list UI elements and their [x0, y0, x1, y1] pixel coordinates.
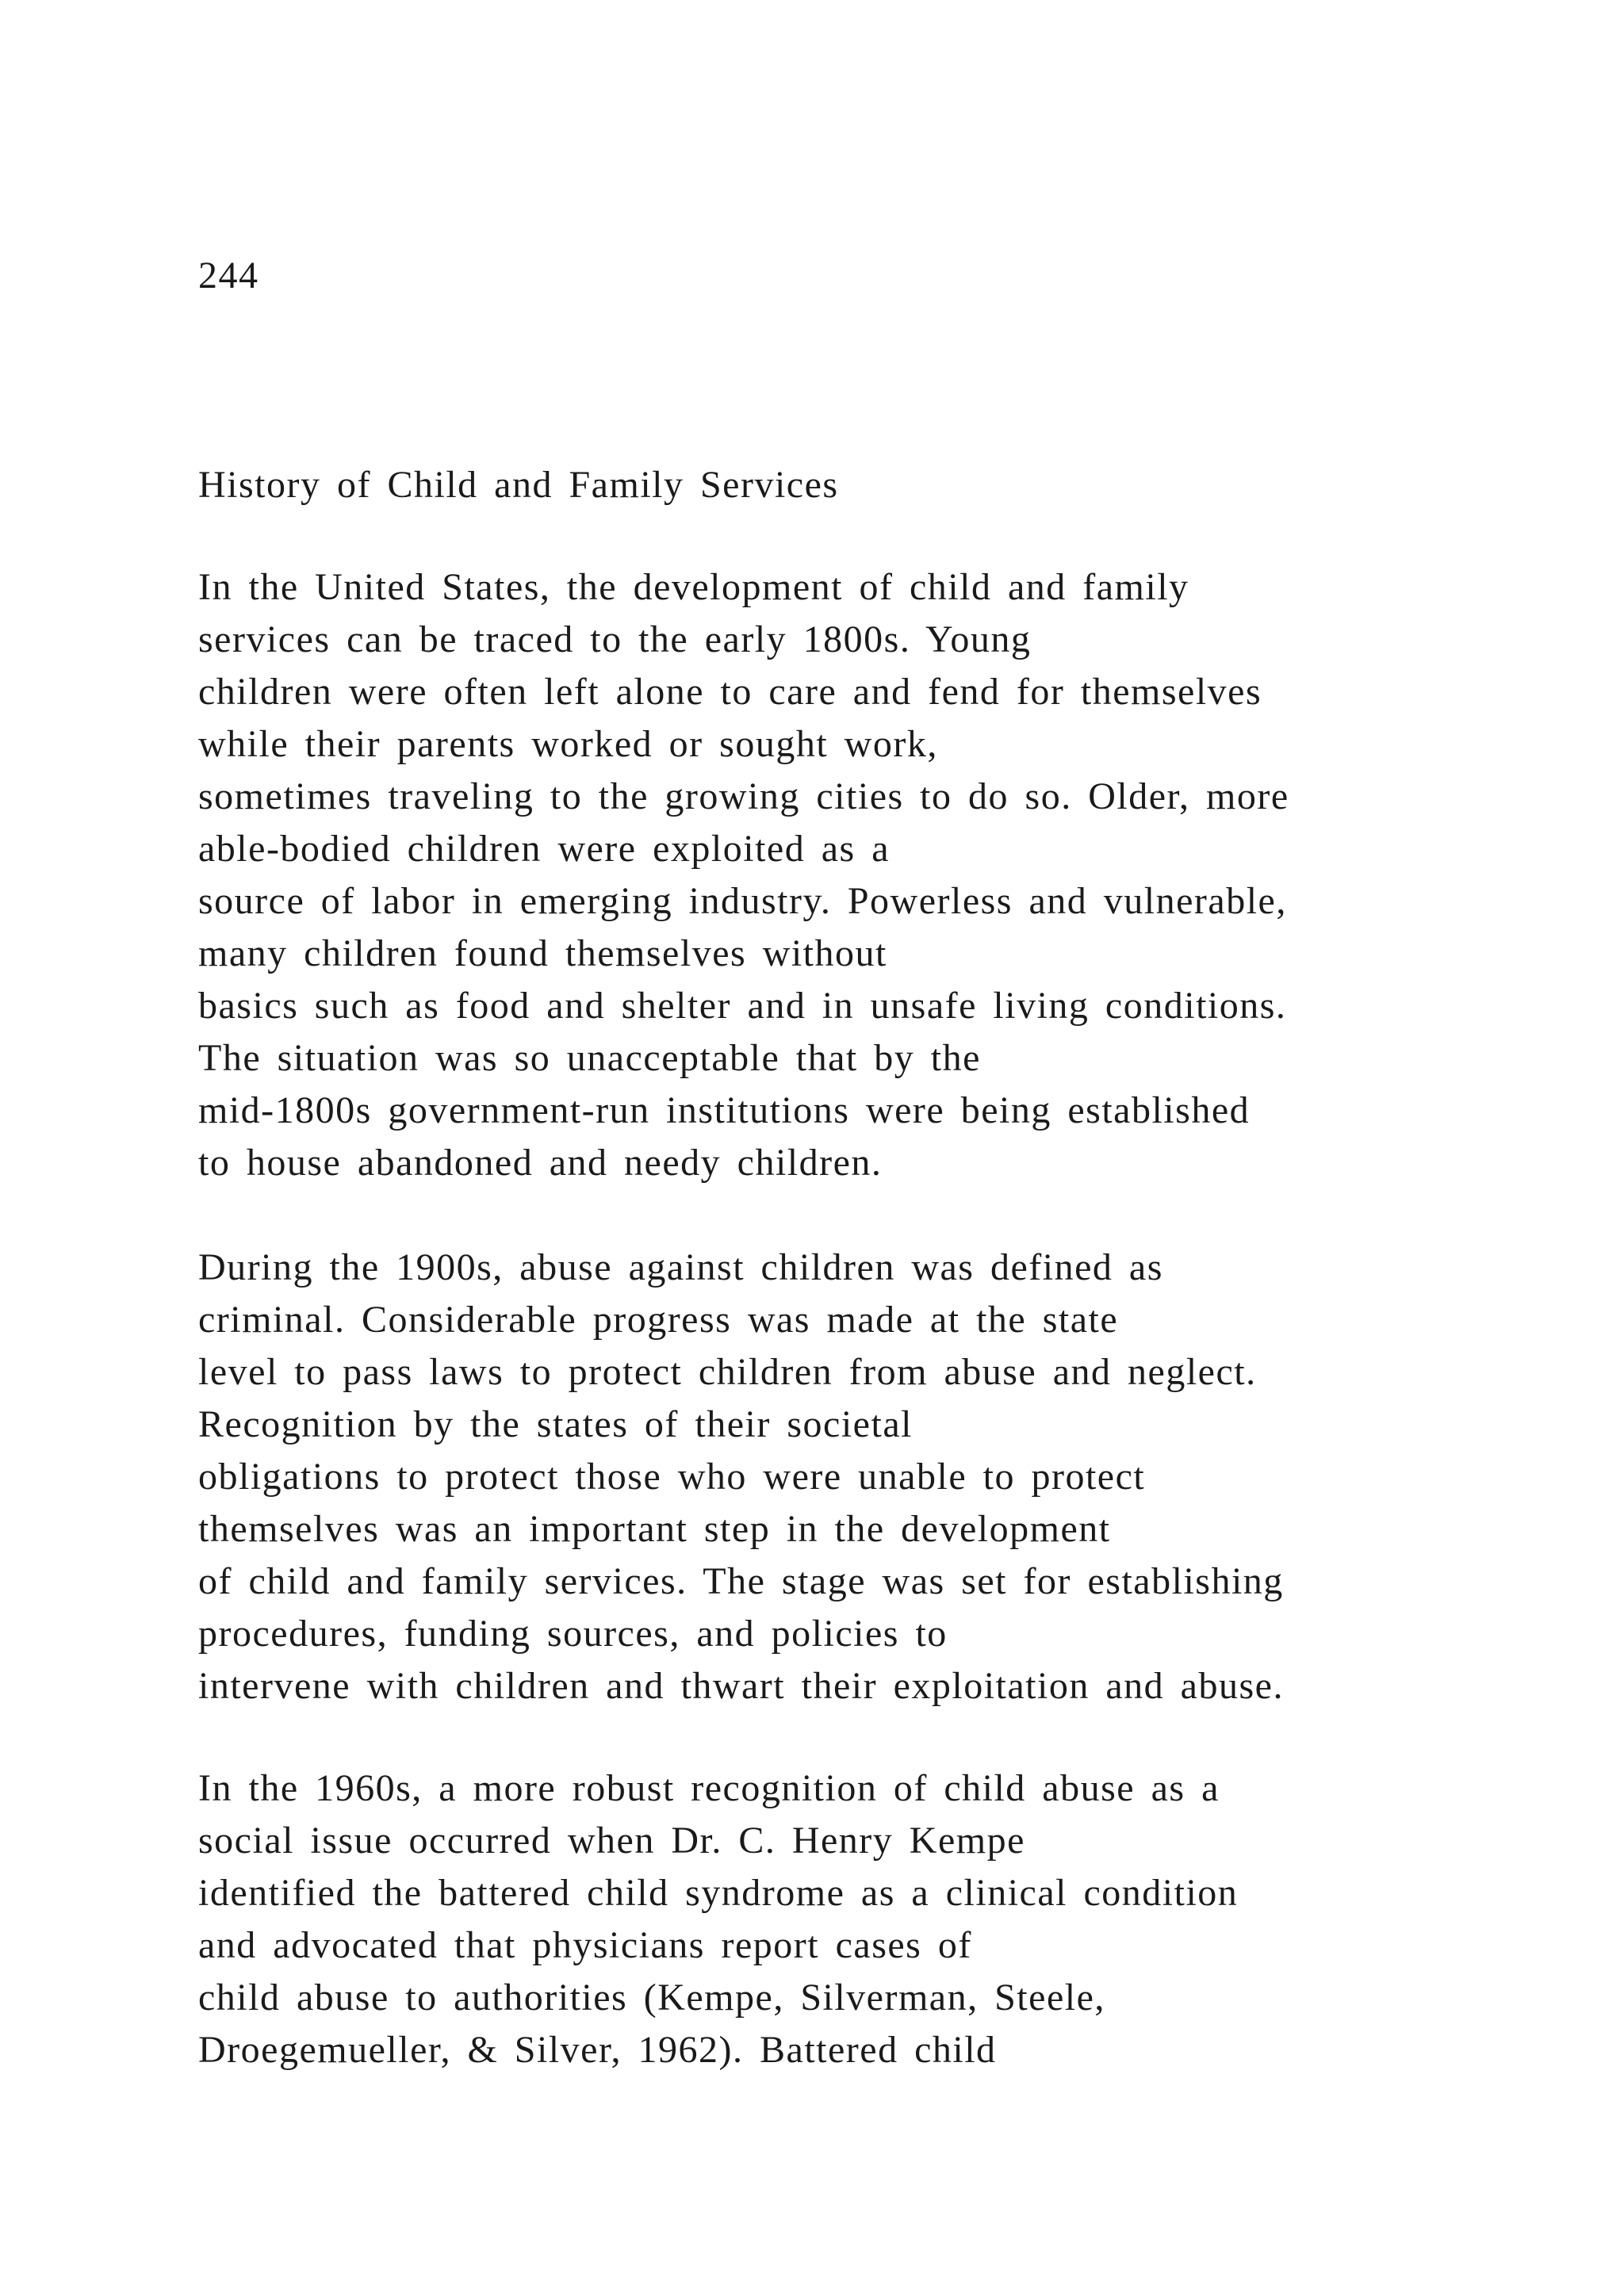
- paragraph: [198, 561, 1289, 1189]
- text-line: to house abandoned and needy children.: [198, 1142, 883, 1184]
- paragraph: [198, 1242, 1284, 1712]
- text-line: mid-1800s government-run institutions were being established: [198, 1089, 1251, 1131]
- text-line: children were often left alone to care and fend for themselves: [198, 671, 1262, 713]
- text-line: basics such as food and shelter and in unsafe living conditions.: [198, 985, 1287, 1027]
- paragraph: [198, 1762, 1238, 2076]
- text-line: intervene with children and thwart their exploitation and abuse.: [198, 1665, 1284, 1707]
- text-line: In the United States, the development of child and family: [198, 566, 1189, 608]
- text-line: themselves was an important step in the development: [198, 1508, 1111, 1550]
- text-line: while their parents worked or sought work,: [198, 723, 938, 765]
- text-line: obligations to protect those who were unable to protect: [198, 1456, 1146, 1498]
- section-heading: History of Child and Family Services: [198, 464, 839, 506]
- text-line: procedures, funding sources, and policies to: [198, 1613, 948, 1655]
- text-line: sometimes traveling to the growing cities to do so. Older, more: [198, 775, 1289, 817]
- text-line: identified the battered child syndrome as a clinical condition: [198, 1872, 1239, 1914]
- text-line: level to pass laws to protect children from abuse and neglect.: [198, 1351, 1257, 1393]
- text-line: During the 1900s, abuse against children was defined as: [198, 1246, 1163, 1288]
- text-line: source of labor in emerging industry. Powerless and vulnerable,: [198, 880, 1287, 922]
- page-number: 244: [198, 254, 259, 297]
- text-line: and advocated that physicians report cases of: [198, 1924, 972, 1966]
- text-line: able-bodied children were exploited as a: [198, 828, 890, 870]
- text-line: criminal. Considerable progress was made at the state: [198, 1299, 1119, 1341]
- text-line: Droegemueller, & Silver, 1962). Battered child: [198, 2029, 997, 2071]
- text-line: services can be traced to the early 1800s. Young: [198, 618, 1032, 660]
- text-line: of child and family services. The stage was set for establishing: [198, 1560, 1284, 1602]
- text-line: social issue occurred when Dr. C. Henry Kempe: [198, 1820, 1025, 1862]
- text-line: In the 1960s, a more robust recognition of child abuse as a: [198, 1767, 1220, 1809]
- text-line: many children found themselves without: [198, 932, 887, 974]
- text-line: The situation was so unacceptable that by the: [198, 1037, 981, 1079]
- text-line: child abuse to authorities (Kempe, Silverman, Steele,: [198, 1976, 1105, 2019]
- text-line: Recognition by the states of their societal: [198, 1403, 913, 1445]
